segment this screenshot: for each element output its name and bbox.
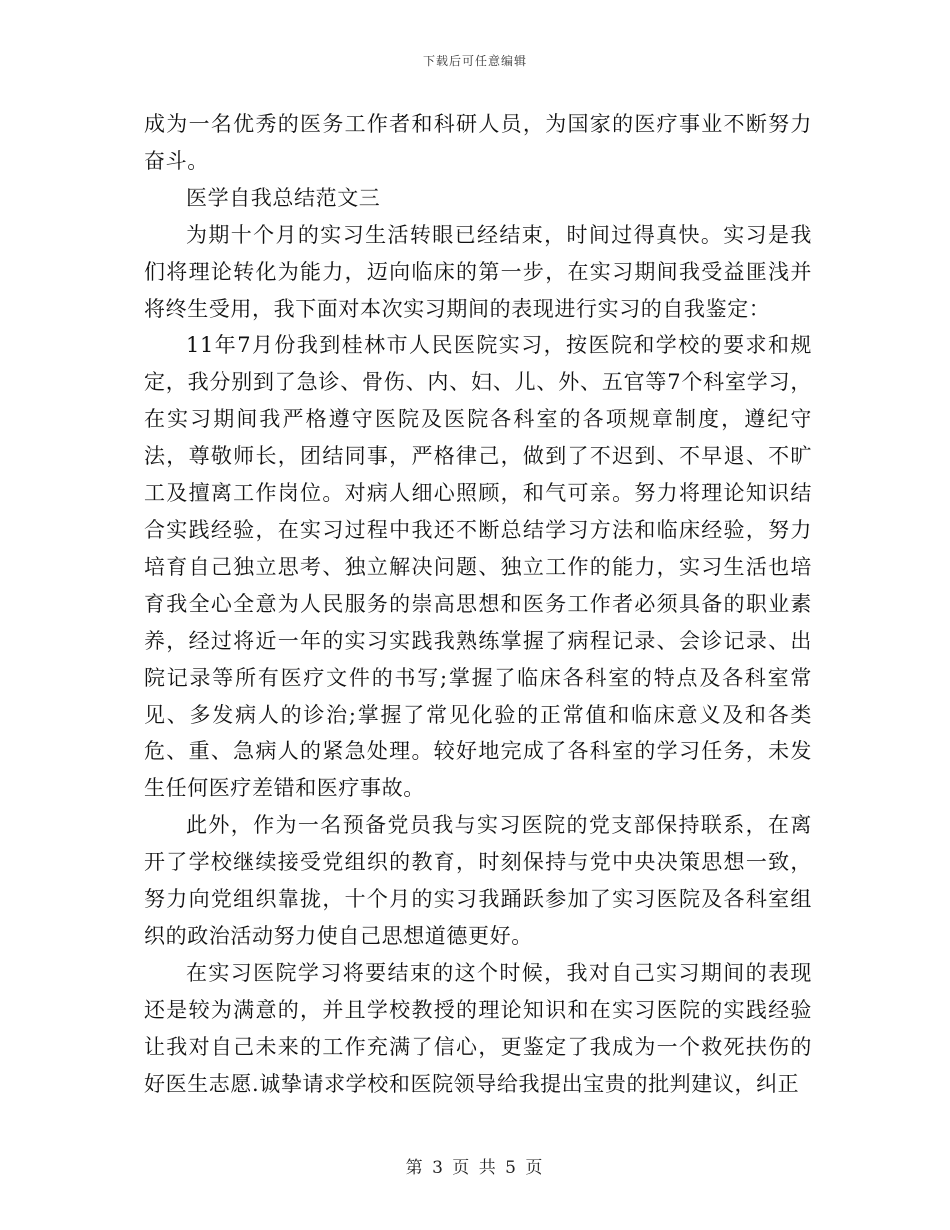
page-number: 第 3 页 共 5 页 bbox=[405, 1158, 545, 1178]
paragraph: 为期十个月的实习生活转眼已经结束，时间过得真快。实习是我们将理论转化为能力，迈向临床的第一步，在实习期间我受益匪浅并将终生受用，我下面对本次实习期间的表现进行实习的自我鉴定： bbox=[144, 222, 812, 321]
paragraph: 此外，作为一名预备党员我与实习医院的党支部保持联系，在离开了学校继续接受党组织的教育，时刻保持与党中央决策思想一致，努力向党组织靠拢，十个月的实习我踊跃参加了实习医院及各科室组织的政治活动努力使自己思想道德更好。 bbox=[144, 813, 812, 948]
paragraph: 在实习医院学习将要结束的这个时候，我对自己实习期间的表现还是较为满意的，并且学校教授的理论知识和在实习医院的实践经验让我对自己未来的工作充满了信心，更鉴定了我成为一个救死扶伤的好医生志愿.诚挚请求学校和医院领导给我提出宝贵的批判建议，纠正 bbox=[144, 960, 812, 1096]
paragraph: 成为一名优秀的医务工作者和科研人员，为国家的医疗事业不断努力奋斗。 bbox=[144, 112, 812, 173]
page-header: 下载后可任意编辑 bbox=[422, 54, 527, 68]
document-body bbox=[144, 106, 812, 1102]
section-heading: 医学自我总结范文三 bbox=[186, 185, 381, 210]
paragraph: 11年7月份我到桂林市人民医院实习，按医院和学校的要求和规定，我分别到了急诊、骨伤、内、妇、儿、外、五官等7个科室学习，在实习期间我严格遵守医院及医院各科室的各项规章制度，遵纪守法，尊敬师长，团结同事，严格律己，做到了不迟到、不早退、不旷工及擅离工作岗位。对病人细心照顾，和气可亲。努力将理论知识结合实践经验，在实习过程中我还不断总结学习方法和临床经验，努力培育自己独立思考、独立解决问题、独立工作的能力，实习生活也培育我全心全意为人民服务的崇高思想和医务工作者必须具备的职业素养，经过将近一年的实习实践我熟练掌握了病程记录、会诊记录、出院记录等所有医疗文件的书写;掌握了临床各科室的特点及各科室常见、多发病人的诊治;掌握了常见化验的正常值和临床意义及和各类危、重、急病人的紧急处理。较好地完成了各科室的学习任务，未发生任何医疗差错和医疗事故。 bbox=[144, 333, 812, 801]
